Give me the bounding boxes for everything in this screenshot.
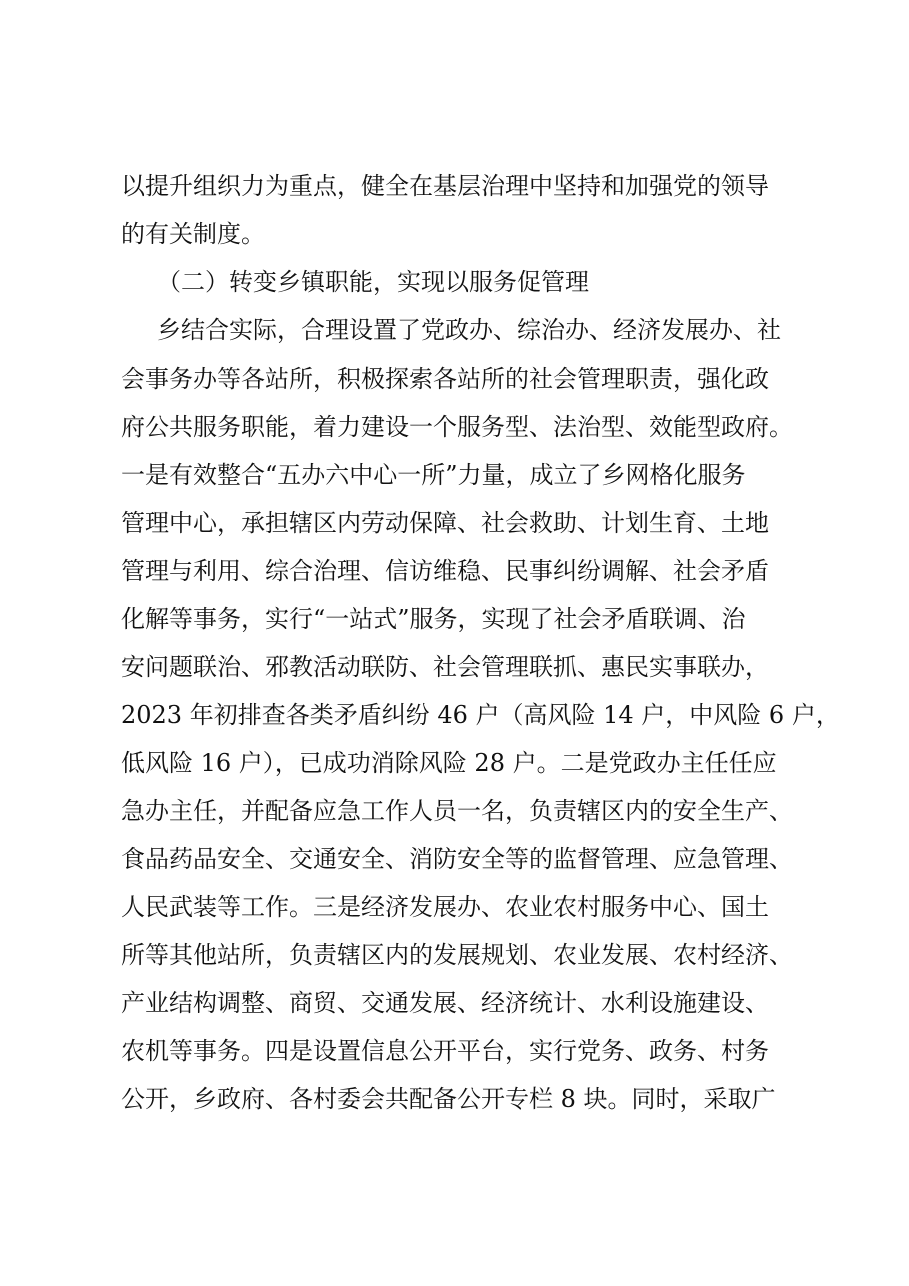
text-line: 一是有效整合“五办六中心一所”力量，成立了乡网格化服务 bbox=[121, 461, 746, 489]
text-line: 会事务办等各站所，积极探索各站所的社会管理职责，强化政 bbox=[121, 365, 769, 393]
text-line: 化解等事务，实行“一站式”服务，实现了社会矛盾联调、治 bbox=[121, 605, 746, 633]
text-line: 所等其他站所，负责辖区内的发展规划、农业发展、农村经济、 bbox=[121, 941, 793, 969]
text-line: 安问题联治、邪教活动联防、社会管理联抓、惠民实事联办， bbox=[121, 653, 769, 681]
section-heading: （二）转变乡镇职能，实现以服务促管理 bbox=[157, 268, 589, 296]
text-line: 产业结构调整、商贸、交通发展、经济统计、水利设施建设、 bbox=[121, 989, 769, 1017]
text-line: 管理与利用、综合治理、信访维稳、民事纠纷调解、社会矛盾 bbox=[121, 557, 769, 585]
text-line: 食品药品安全、交通安全、消防安全等的监督管理、应急管理、 bbox=[121, 845, 793, 873]
text-line: 低风险 16 户），已成功消除风险 28 户。二是党政办主任任应 bbox=[121, 749, 777, 777]
text-line: 的有关制度。 bbox=[121, 220, 265, 248]
text-line: 2023 年初排查各类矛盾纠纷 46 户（高风险 14 户，中风险 6 户， bbox=[121, 701, 840, 729]
text-line: 急办主任，并配备应急工作人员一名，负责辖区内的安全生产、 bbox=[121, 797, 793, 825]
text-line: 府公共服务职能，着力建设一个服务型、法治型、效能型政府。 bbox=[121, 413, 793, 441]
text-line: 公开，乡政府、各村委会共配备公开专栏 8 块。同时，采取广 bbox=[121, 1085, 776, 1113]
text-line: 管理中心，承担辖区内劳动保障、社会救助、计划生育、土地 bbox=[121, 509, 769, 537]
text-line: 农机等事务。四是设置信息公开平台，实行党务、政务、村务 bbox=[121, 1037, 769, 1065]
text-line: 以提升组织力为重点，健全在基层治理中坚持和加强党的领导 bbox=[121, 172, 769, 200]
text-line: 人民武装等工作。三是经济发展办、农业农村服务中心、国土 bbox=[121, 893, 769, 921]
paragraph-first-line: 乡结合实际，合理设置了党政办、综治办、经济发展办、社 bbox=[157, 316, 781, 344]
